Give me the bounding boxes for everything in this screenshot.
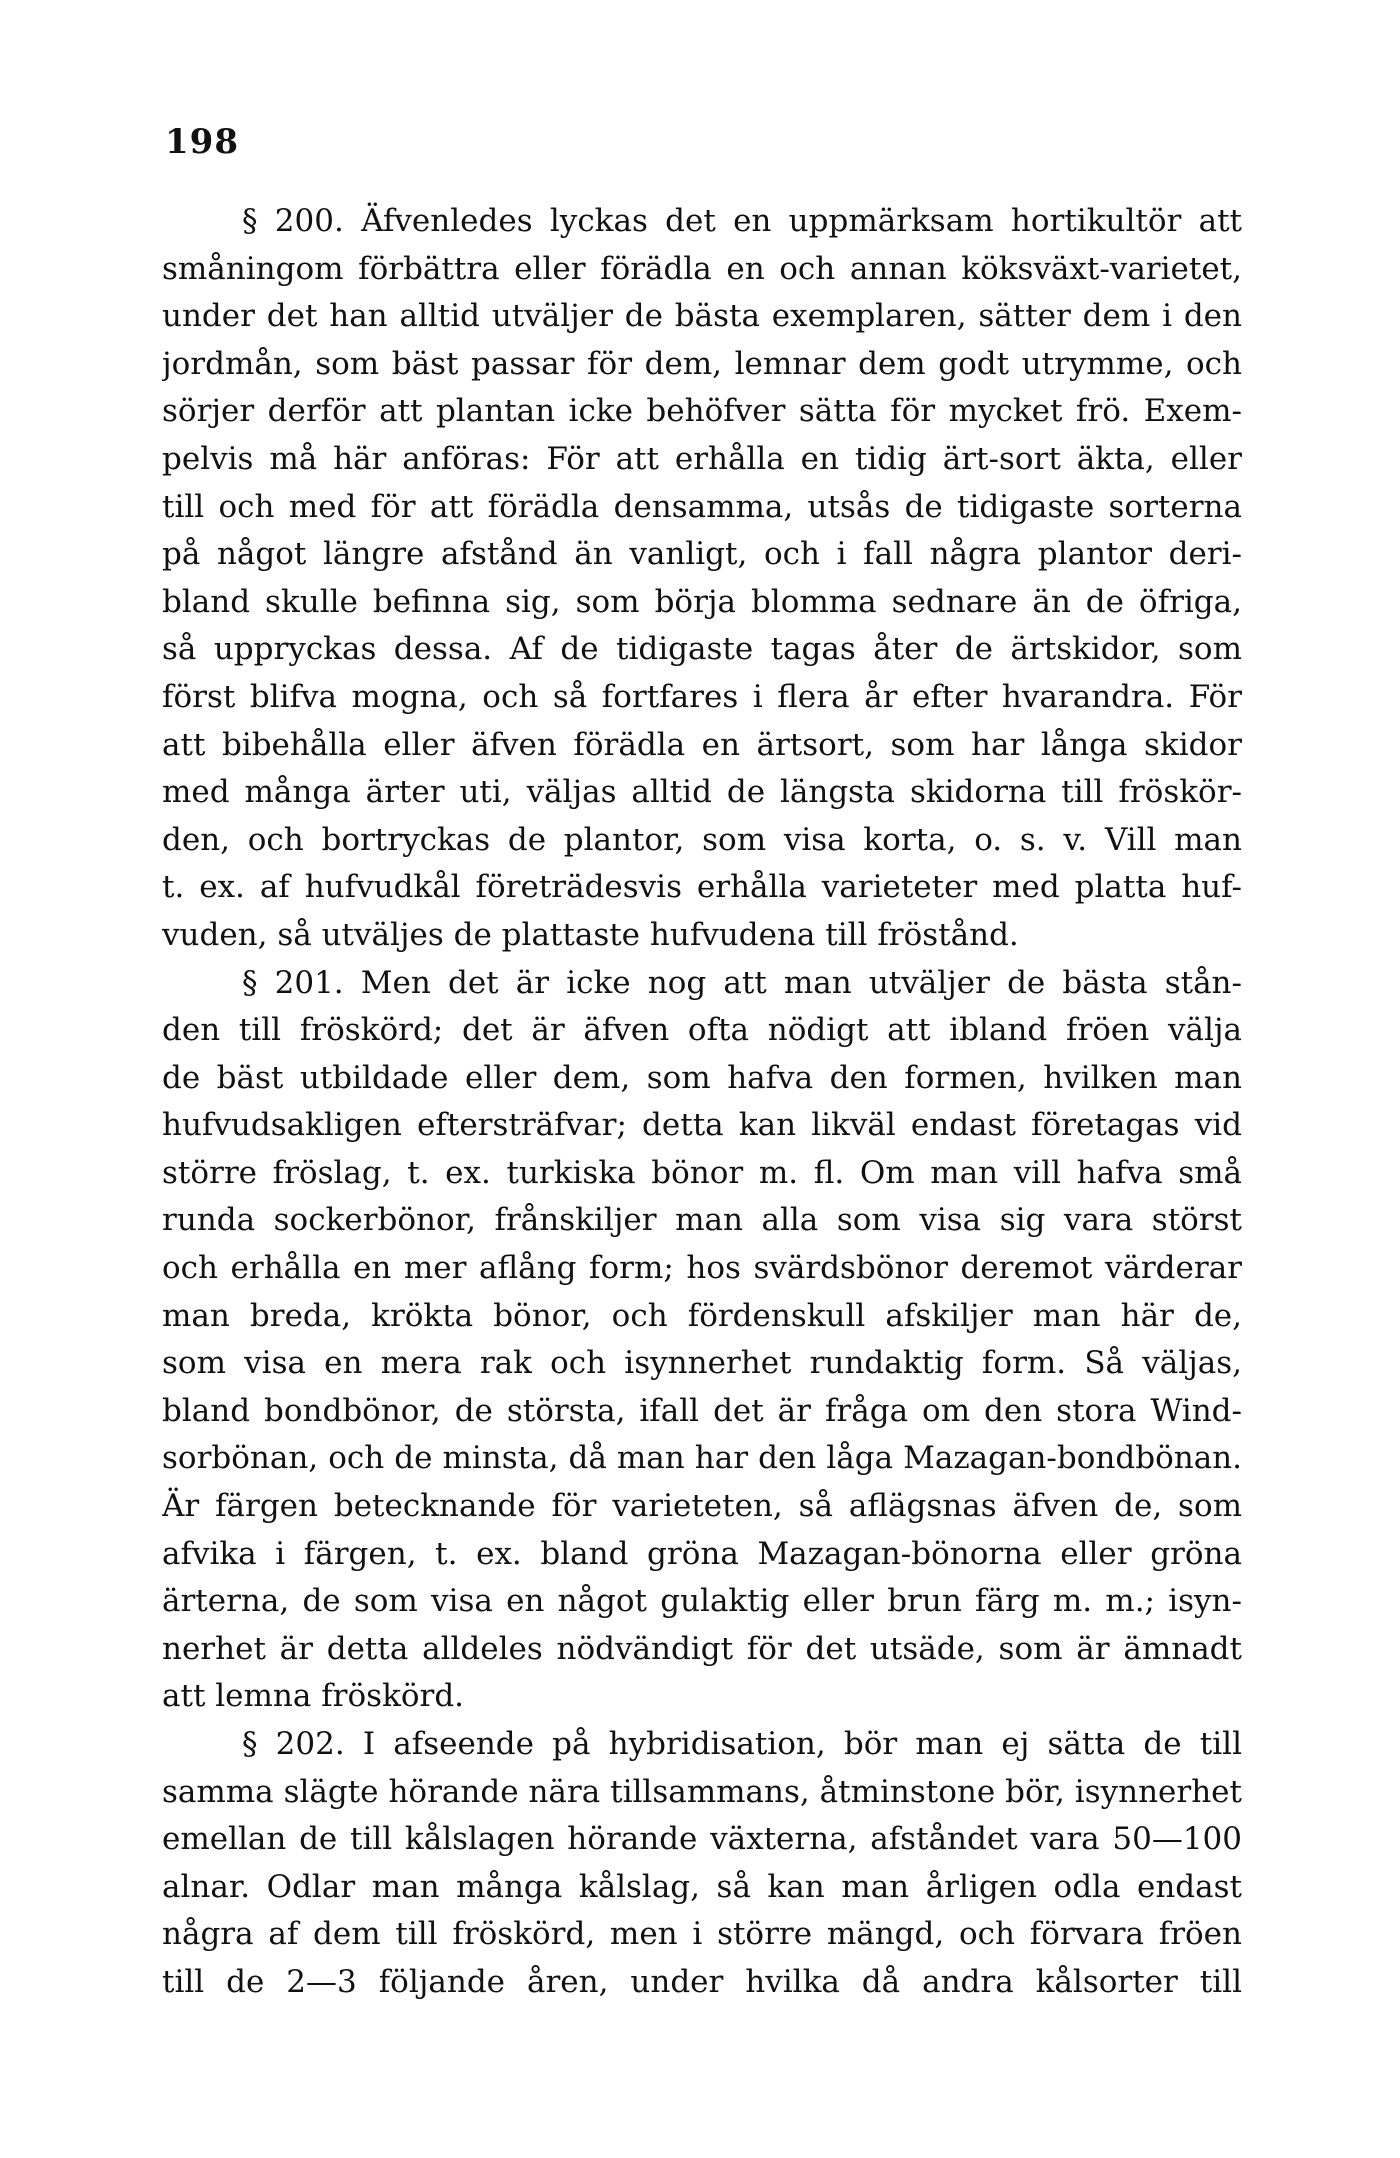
text-line: till de 2—3 följande åren, under hvilka då andra kålsorter till: [162, 1963, 1242, 2000]
text-line: några af dem till fröskörd, men i större mängd, och förvara fröen: [162, 1916, 1242, 1953]
text-line: hufvudsakligen eftersträfvar; detta kan likväl endast företagas vid: [162, 1107, 1242, 1144]
text-line: nerhet är detta alldeles nödvändigt för det utsäde, som är ämnadt: [162, 1630, 1242, 1667]
text-line: t. ex. af hufvudkål företrädesvis erhålla varieteter med platta huf-: [162, 869, 1242, 906]
text-line: man breda, krökta bönor, och fördenskull afskiljer man här de,: [162, 1297, 1242, 1334]
text-line: pelvis må här anföras: För att erhålla en tidig ärt-sort äkta, eller: [162, 440, 1242, 477]
text-line: jordmån, som bäst passar för dem, lemnar dem godt utrymme, och: [162, 345, 1242, 382]
text-line: alnar. Odlar man många kålslag, så kan man årligen odla endast: [162, 1868, 1242, 1905]
text-line: bland bondbönor, de största, ifall det är fråga om den stora Wind-: [162, 1392, 1242, 1429]
text-line: med många ärter uti, väljas alltid de längsta skidorna till fröskör-: [162, 774, 1242, 811]
text-line: så uppryckas dessa. Af de tidigaste tagas åter de ärtskidor, som: [162, 631, 1242, 668]
text-line: ärterna, de som visa en något gulaktig eller brun färg m. m.; isyn-: [162, 1583, 1242, 1620]
text-line: att bibehålla eller äfven förädla en ärtsort, som har långa skidor: [162, 726, 1242, 763]
text-line: på något längre afstånd än vanligt, och i fall några plantor deri-: [162, 536, 1242, 573]
text-line: att lemna fröskörd.: [162, 1678, 465, 1715]
text-line: till och med för att förädla densamma, utsås de tidigaste sorterna: [162, 488, 1242, 525]
text-line: runda sockerbönor, frånskiljer man alla som visa sig vara störst: [162, 1202, 1242, 1239]
text-line: som visa en mera rak och isynnerhet rundaktig form. Så väljas,: [162, 1345, 1242, 1382]
text-line: Är färgen betecknande för varieteten, så aflägsnas äfven de, som: [162, 1488, 1242, 1525]
text-line: den, och bortryckas de plantor, som visa korta, o. s. v. Vill man: [162, 821, 1242, 858]
text-line: de bäst utbildade eller dem, som hafva den formen, hvilken man: [162, 1059, 1242, 1096]
text-line: större fröslag, t. ex. turkiska bönor m. fl. Om man vill hafva små: [162, 1154, 1242, 1191]
text-line: § 202. I afseende på hybridisation, bör man ej sätta de till: [242, 1726, 1242, 1762]
text-line: § 201. Men det är icke nog att man utväljer de bästa stån-: [242, 964, 1242, 1001]
text-line: samma slägte hörande nära tillsammans, åtminstone bör, isynnerhet: [162, 1773, 1242, 1810]
text-line: sorbönan, och de minsta, då man har den låga Mazagan-bondbönan.: [162, 1440, 1242, 1477]
text-line: och erhålla en mer aflång form; hos svärdsbönor deremot värderar: [162, 1250, 1242, 1287]
text-line: § 200. Äfvenledes lyckas det en uppmärksam hortikultör att: [242, 203, 1242, 239]
text-line: under det han alltid utväljer de bästa exemplaren, sätter dem i den: [162, 298, 1242, 335]
text-line: sörjer derför att plantan icke behöfver sätta för mycket frö. Exem-: [162, 393, 1242, 430]
text-line: först blifva mogna, och så fortfares i flera år efter hvarandra. För: [162, 678, 1242, 715]
page-number: 198: [165, 122, 239, 162]
text-line: den till fröskörd; det är äfven ofta nödigt att ibland fröen välja: [162, 1012, 1242, 1049]
text-line: småningom förbättra eller förädla en och annan köksväxt-varietet,: [162, 250, 1242, 287]
text-line: bland skulle befinna sig, som börja blomma sednare än de öfriga,: [162, 583, 1242, 620]
text-line: emellan de till kålslagen hörande växterna, afståndet vara 50—100: [162, 1821, 1242, 1858]
text-line: vuden, så utväljes de plattaste hufvudena till fröstånd.: [162, 916, 1019, 953]
text-line: afvika i färgen, t. ex. bland gröna Mazagan-bönorna eller gröna: [162, 1535, 1242, 1572]
body-text: [162, 198, 1242, 2007]
